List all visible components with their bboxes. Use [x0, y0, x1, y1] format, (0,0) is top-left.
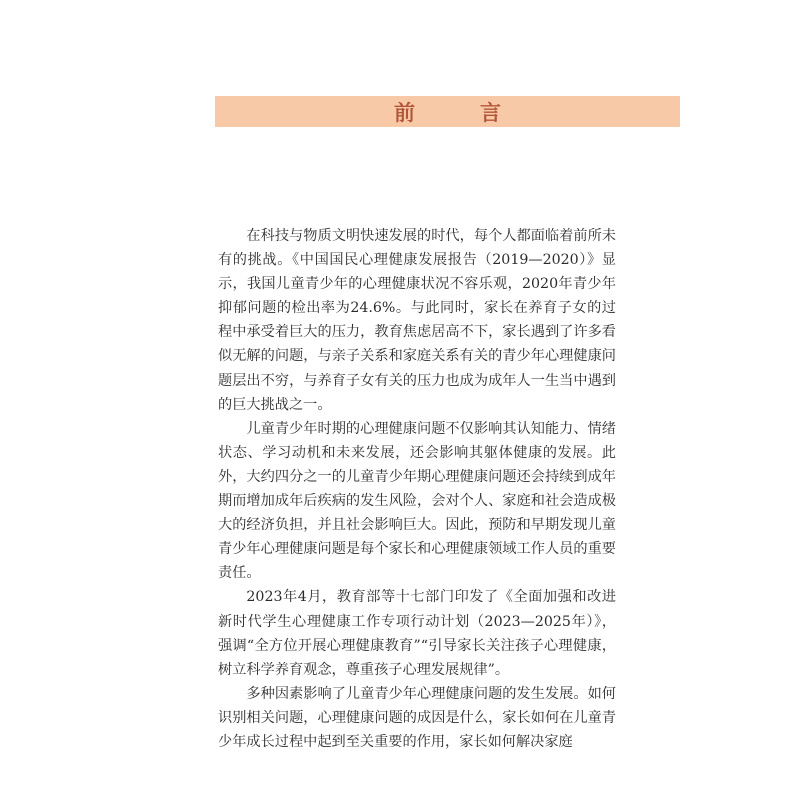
- paragraph-3: 2023年4月，教育部等十七部门印发了《全面加强和改进新时代学生心理健康工作专项行动计划（2023—2025年）》，强调“全方位开展心理健康教育”“引导家长关注孩子心理健康，树立科学养育观念，尊重孩子心理发展规律”。: [218, 589, 616, 678]
- body-text: [218, 224, 616, 754]
- page-title: 前 言: [394, 100, 523, 125]
- heading-banner: [215, 96, 680, 127]
- paragraph-1: 在科技与物质文明快速发展的时代，每个人都面临着前所未有的挑战。《中国国民心理健康发展报告（2019—2020）》显示，我国儿童青少年的心理健康状况不容乐观，2020年青少年抑郁问题的检出率为24.6%。与此同时，家长在养育子女的过程中承受着巨大的压力，教育焦虑居高不下，家长遇到了许多看似无解的问题，与亲子关系和家庭关系有关的青少年心理健康问题层出不穷，与养育子女有关的压力也成为成年人一生当中遇到的巨大挑战之一。: [218, 228, 616, 413]
- paragraph-2: 儿童青少年时期的心理健康问题不仅影响其认知能力、情绪状态、学习动机和未来发展，还会影响其躯体健康的发展。此外，大约四分之一的儿童青少年期心理健康问题还会持续到成年期而增加成年后疾病的发生风险，会对个人、家庭和社会造成极大的经济负担，并且社会影响巨大。因此，预防和早期发现儿童青少年心理健康问题是每个家长和心理健康领域工作人员的重要责任。: [218, 420, 616, 582]
- paragraph-4: 多种因素影响了儿童青少年心理健康问题的发生发展。如何识别相关问题，心理健康问题的成因是什么，家长如何在儿童青少年成长过程中起到至关重要的作用，家长如何解决家庭: [218, 685, 616, 750]
